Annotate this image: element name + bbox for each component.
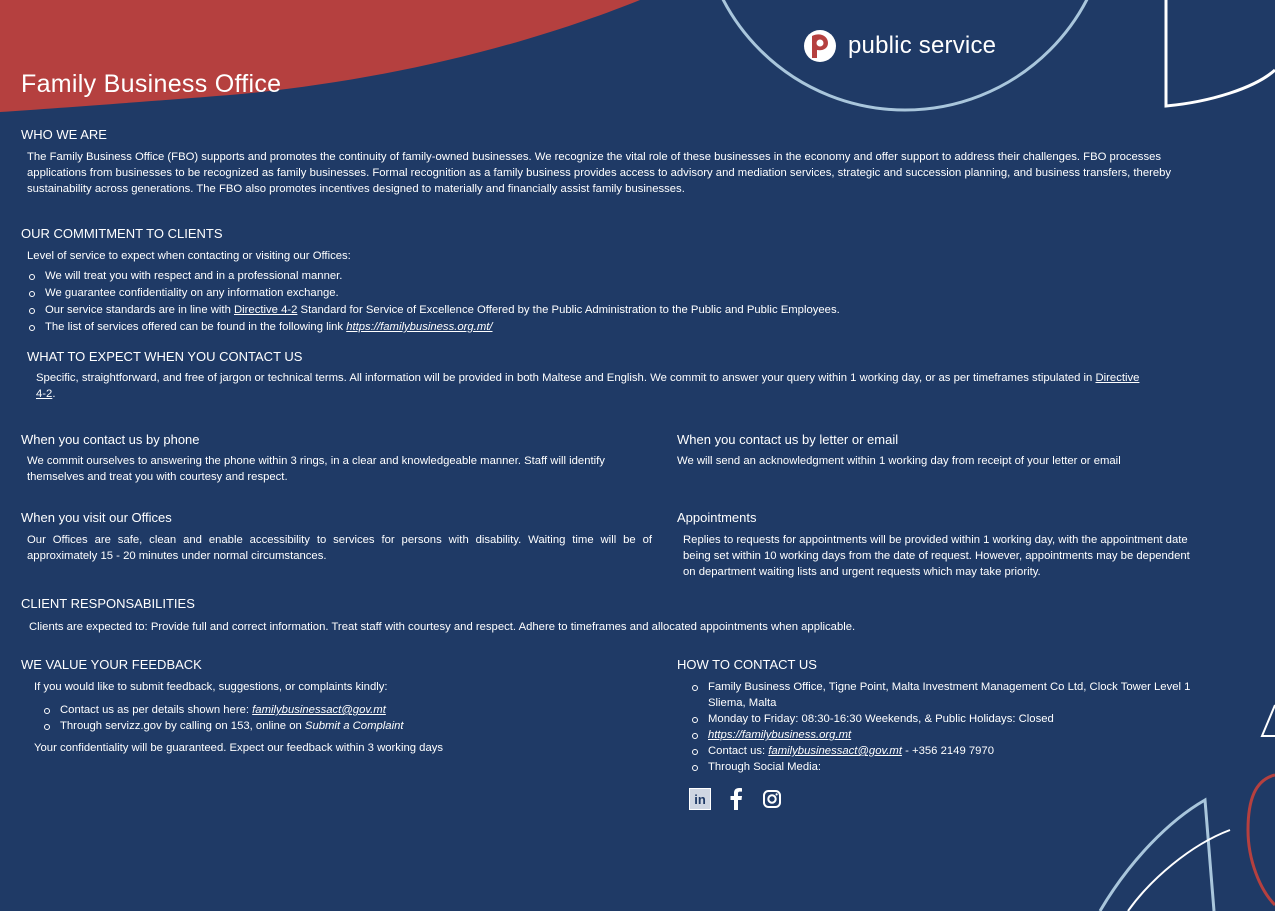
feedback-item-text: Through servizz.gov by calling on 153, online on: [60, 720, 305, 732]
responsibilities-body: Clients are expected to: Provide full and correct information. Treat staff with courtesy and respect. Adhere to timeframes and allocated appointments when applicable.: [29, 621, 856, 633]
expect-body-text: .: [52, 388, 56, 400]
appointments-body: Replies to requests for appointments will be provided within 1 working day, with the appointment date being set within 10 working days from the date of request. However, appointments may be dependent on department waiting lists and urgent requests which may take priority.: [683, 534, 1190, 578]
contact-label: Contact us:: [708, 745, 769, 757]
top-right-frame: [1166, 0, 1275, 106]
commitment-item-text: The list of services offered can be found in the following link: [45, 321, 347, 333]
bottom-right-arc-inner: [1128, 830, 1230, 911]
submit-complaint-link[interactable]: Submit a Complaint: [304, 720, 404, 732]
list-item: [690, 743, 1220, 759]
social-label: Through Social Media:: [708, 761, 822, 773]
facebook-icon[interactable]: [725, 788, 747, 810]
facebook-glyph: [729, 788, 743, 810]
website-link[interactable]: https://familybusiness.org.mt: [708, 729, 852, 741]
commitment-item-text: Our service standards are in line with: [45, 304, 234, 316]
list-item: [690, 727, 1220, 743]
instagram-icon[interactable]: [761, 788, 783, 810]
right-triangle-edge: [1262, 705, 1275, 736]
services-link[interactable]: https://familybusiness.org.mt/: [346, 321, 493, 333]
phone-body: We commit ourselves to answering the phone within 3 rings, in a clear and knowledgeable manner. Staff will identify themselves and treat you with courtesy and respect.: [27, 455, 605, 483]
appointments-heading: Appointments: [677, 510, 757, 525]
list-item: [690, 679, 1220, 711]
feedback-item-text: Contact us as per details shown here:: [60, 704, 253, 716]
contact-address: Family Business Office, Tigne Point, Malta Investment Management Co Ltd, Clock Tower Level 1 Sliema, Malta: [708, 681, 1191, 709]
visit-body: Our Offices are safe, clean and enable accessibility to services for persons with disability. Waiting time will be of approximately 15 - 20 minutes under normal circumstances.: [27, 534, 652, 562]
list-item: [690, 711, 1220, 727]
directive-link[interactable]: Directive 4-2: [36, 372, 1140, 400]
public-service-logo-icon: [802, 28, 838, 64]
feedback-intro: If you would like to submit feedback, suggestions, or complaints kindly:: [34, 681, 388, 693]
list-item: [42, 718, 642, 734]
list-item: [27, 302, 1227, 319]
who-we-are-heading: WHO WE ARE: [21, 127, 107, 142]
letter-heading: When you contact us by letter or email: [677, 432, 899, 447]
visit-heading: When you visit our Offices: [21, 510, 172, 525]
feedback-outro: Your confidentiality will be guaranteed. Expect our feedback within 3 working days: [34, 742, 444, 754]
list-item: [42, 702, 642, 718]
logo-text: public service: [848, 32, 997, 59]
expect-heading: WHAT TO EXPECT WHEN YOU CONTACT US: [27, 349, 303, 364]
list-item: [27, 319, 1227, 336]
social-media-icons: [689, 788, 783, 810]
expect-body-text: Specific, straightforward, and free of jargon or technical terms. All information will be provided in both Maltese and English. We commit to answer your query within 1 working day, or as per timeframes stipulated in: [36, 372, 1096, 384]
commitment-heading: OUR COMMITMENT TO CLIENTS: [21, 226, 223, 241]
instagram-glyph: [763, 790, 781, 808]
commitment-item-text: Standard for Service of Excellence Offered by the Public Administration to the Public and Public Employees.: [297, 304, 840, 316]
who-we-are-body: The Family Business Office (FBO) supports and promotes the continuity of family-owned businesses. We recognize the vital role of these businesses in the economy and offer support to address their challenges. FBO processes applications from businesses to be recognized as family businesses. Formal recognition as a family business provides access to advisory and mediation services, strategic and succession planning, and business transfers, thereby sustainability across generations. The FBO also promotes incentives designed to materially and financially assist family businesses.: [27, 151, 1172, 195]
feedback-list: [42, 702, 642, 734]
email-link[interactable]: familybusinessact@gov.mt: [252, 704, 386, 716]
email-link[interactable]: familybusinessact@gov.mt: [768, 745, 902, 757]
directive-link[interactable]: Directive 4-2: [234, 304, 298, 316]
linkedin-icon[interactable]: in: [689, 788, 711, 810]
commitment-item-text: We will treat you with respect and in a professional manner.: [45, 270, 343, 282]
bottom-right-arc: [1100, 800, 1214, 911]
right-red-arc: [1248, 775, 1275, 905]
commitment-list: [27, 268, 1227, 336]
commitment-item-text: We guarantee confidentiality on any information exchange.: [45, 287, 339, 299]
contact-heading: HOW TO CONTACT US: [677, 657, 817, 672]
list-item: [27, 268, 1227, 285]
page-title: Family Business Office: [21, 70, 282, 98]
contact-phone: - +356 2149 7970: [901, 745, 994, 757]
phone-heading: When you contact us by phone: [21, 432, 200, 447]
public-service-logo: [802, 28, 996, 64]
commitment-intro: Level of service to expect when contacting or visiting our Offices:: [27, 250, 351, 262]
list-item: [27, 285, 1227, 302]
feedback-heading: WE VALUE YOUR FEEDBACK: [21, 657, 202, 672]
list-item: [690, 759, 1220, 775]
letter-body: We will send an acknowledgment within 1 working day from receipt of your letter or email: [677, 455, 1121, 467]
expect-body: [36, 370, 1146, 402]
responsibilities-heading: CLIENT RESPONSABILITIES: [21, 596, 195, 611]
contact-list: [690, 679, 1220, 775]
contact-hours: Monday to Friday: 08:30-16:30 Weekends, & Public Holidays: Closed: [708, 713, 1054, 725]
